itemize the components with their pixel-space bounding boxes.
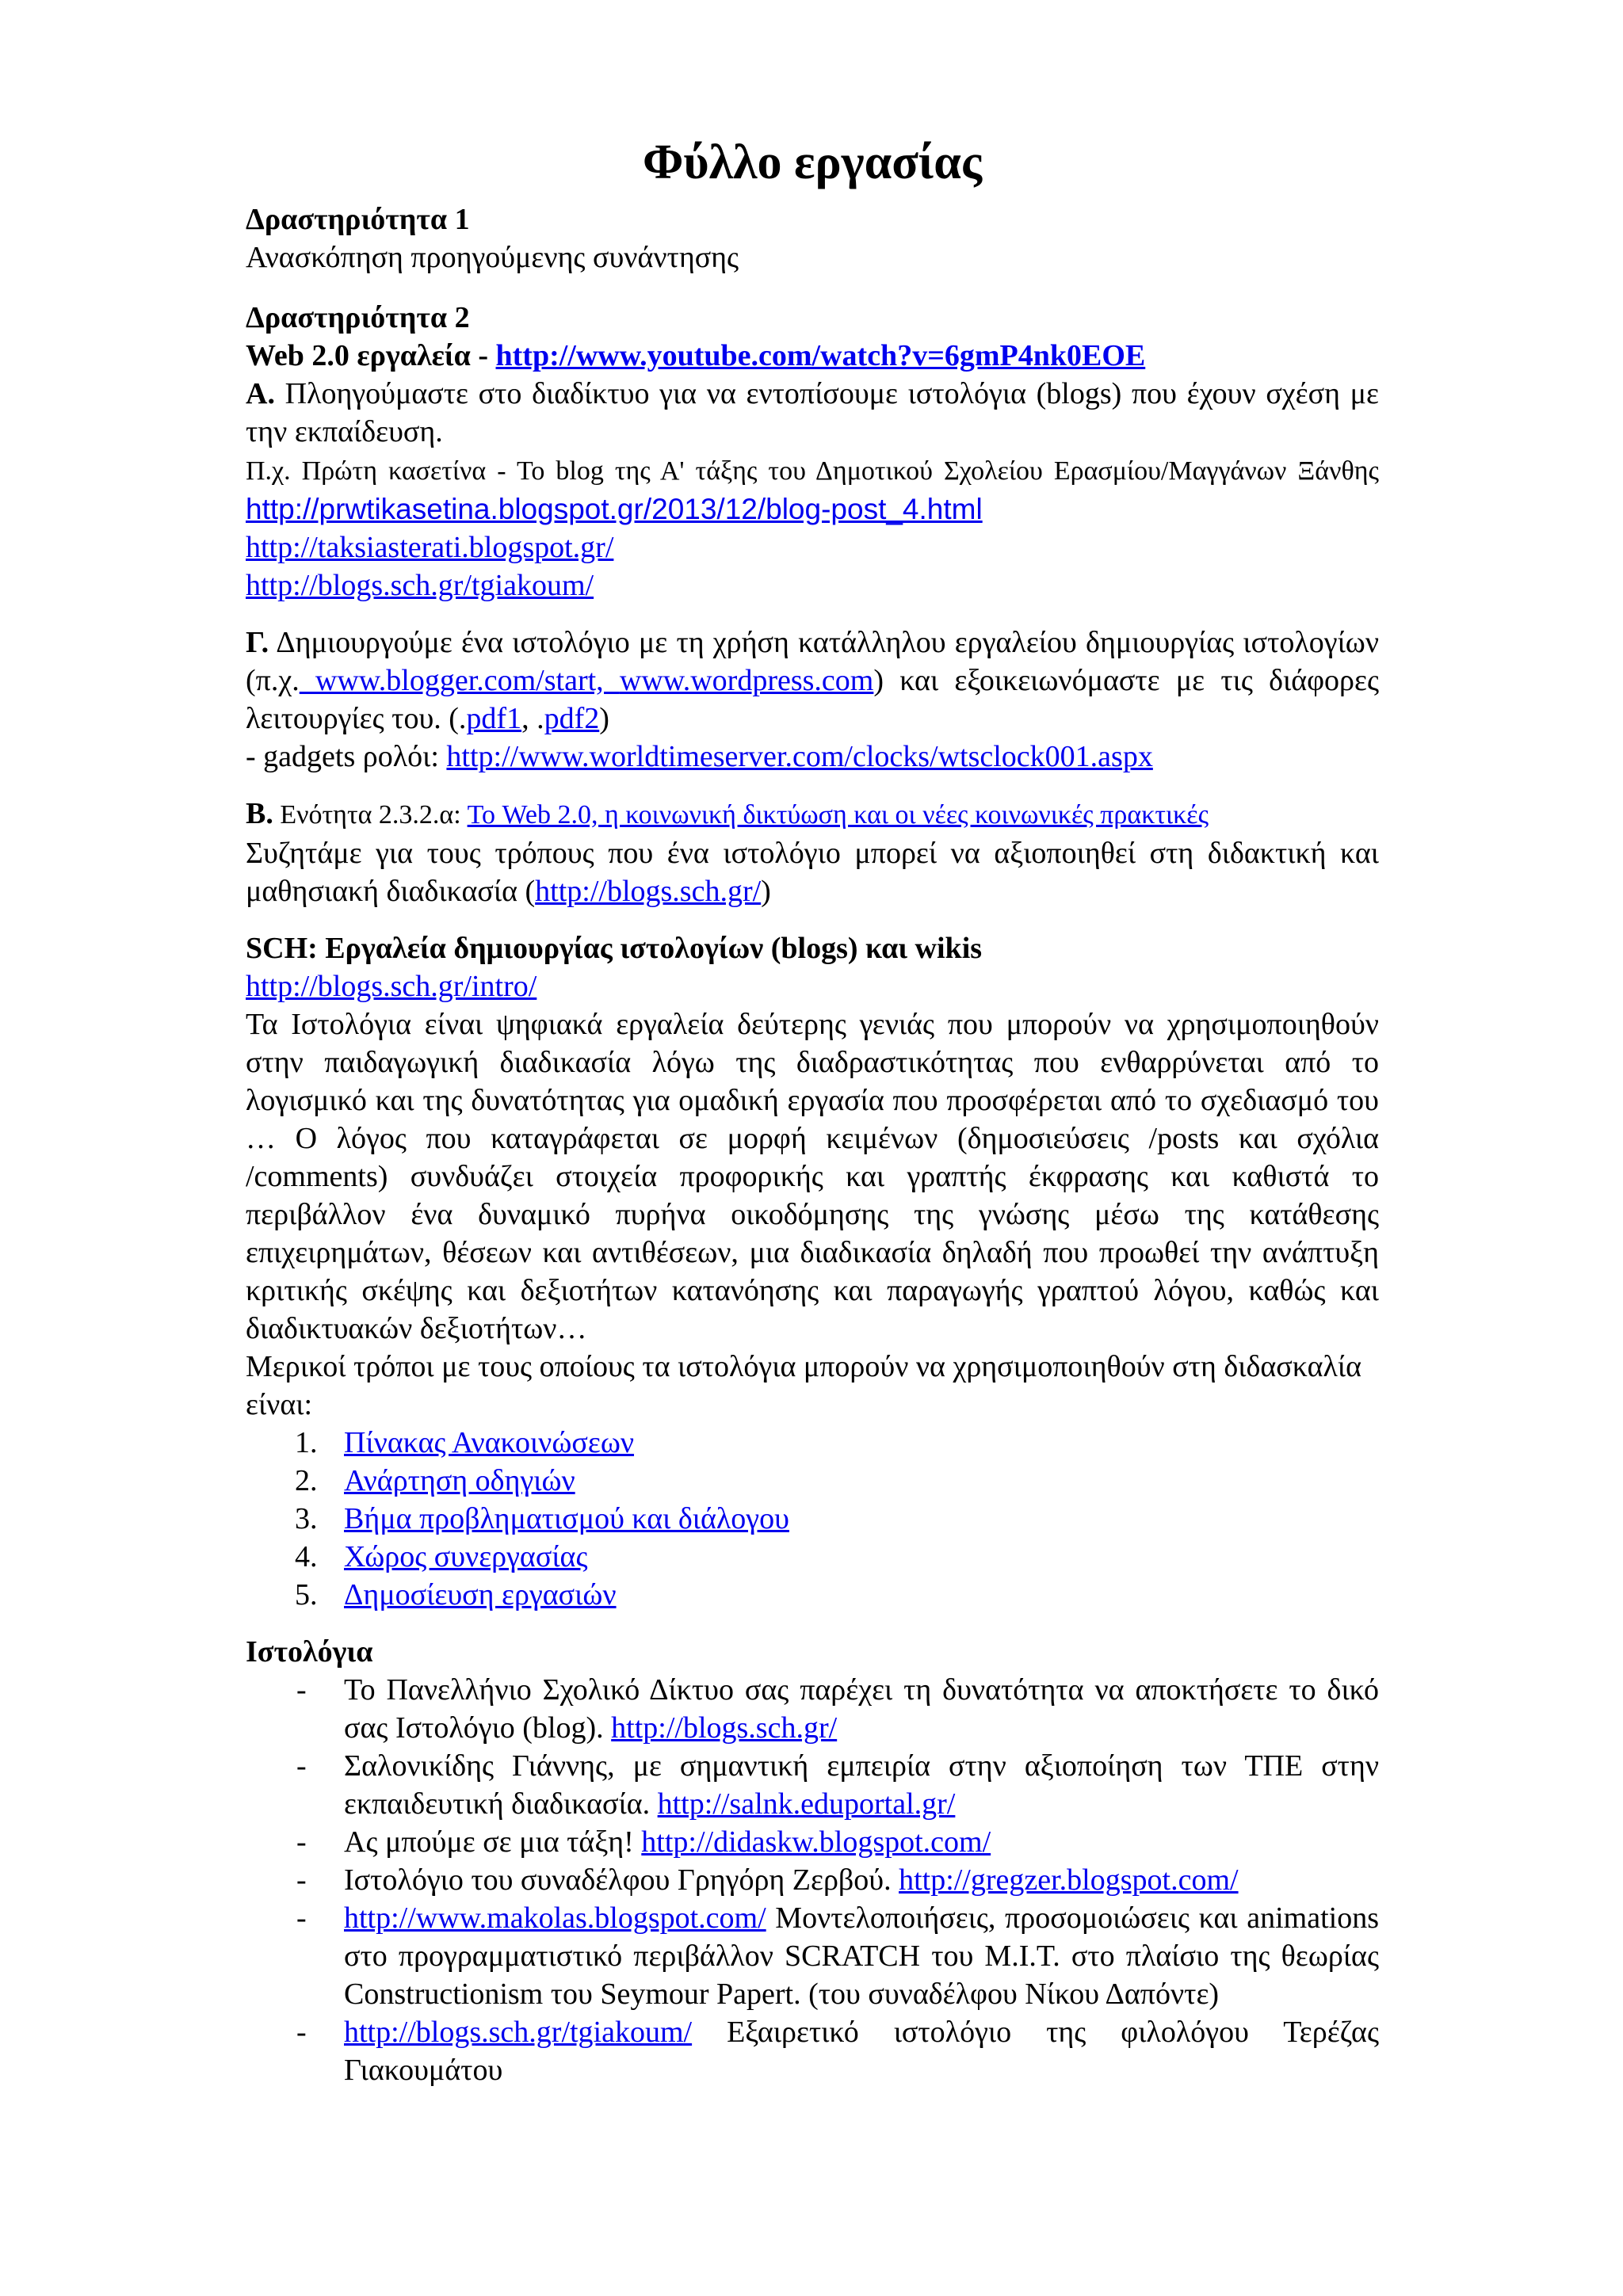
section-b-line <box>246 795 1379 834</box>
section-b-text: Ενότητα 2.3.2.α: <box>273 800 468 830</box>
way-link-announcements[interactable]: Πίνακας Ανακοινώσεων <box>344 1426 635 1459</box>
list-item: 5. Δημοσίευση εργασιών <box>295 1578 617 1611</box>
section-g-text1: Δημιουργούμε ένα ιστολόγιο με τη χρήση κατάλληλου εργαλείου δημιουργίας ιστολογίων (π.χ. <box>246 626 1379 697</box>
pdf1-link[interactable]: pdf1 <box>466 702 522 735</box>
section-b-discussion: Συζητάμε για τους τρόπους που ένα ιστολόγιο μπορεί να αξιοποιηθεί στη διδακτική και μαθησιακή διαδικασία (http://blogs.sch.gr/) <box>246 837 1379 908</box>
section-g-label: Γ. <box>246 626 269 659</box>
section-a-label: Α. <box>246 377 275 410</box>
list-item: - Ας μπούμε σε μια τάξη! http://didaskw.blogspot.com/ <box>296 1825 991 1859</box>
web20-line <box>246 337 1379 375</box>
ways-intro: Μερικοί τρόποι με τους οποίους τα ιστολόγια μπορούν να χρησιμοποιηθούν στη διδασκαλία είναι: <box>246 1350 1362 1421</box>
list-item: 3. Βήμα προβληματισμού και διάλογου <box>295 1502 789 1535</box>
list-item: - Ιστολόγιο του συναδέλφου Γρηγόρη Ζερβού. http://gregzer.blogspot.com/ <box>296 1863 1239 1897</box>
taksiasterati-link[interactable]: http://taksiasterati.blogspot.gr/ <box>246 531 614 564</box>
way-link-dialogue[interactable]: Βήμα προβληματισμού και διάλογου <box>344 1502 789 1535</box>
sch-paragraph: Τα Ιστολόγια είναι ψηφιακά εργαλεία δεύτερης γενιάς που μπορούν να χρησιμοποιηθούν στην παιδαγωγική διαδικασία λόγω της διαδραστικότητας που ενθαρρύνεται από το λογισμικό και της δυνατότητας για ομαδική εργασία που προσφέρεται από το σχεδιασμό του … Ο λόγος που καταγράφεται σε μορφή κειμένων (δημοσιεύσεις /posts και σχόλια /comments) συνδυάζει στοιχεία προφορικής και γραπτής έκφρασης και καθιστά το περιβάλλον ένα δυναμικό πυρήνα οικοδόμησης της γνώσης μέσω της κατάθεσης επιχειρημάτων, θέσεων και αντιθέσεων, μια διαδικασία δηλαδή που προωθεί την ανάπτυξη κριτικής σκέψης και δεξιοτήτων κατανόησης και παραγωγής γραπτού λόγου, καθώς και διαδικτυακών δεξιοτήτων… <box>246 1008 1379 1345</box>
section-g-text2: ) και εξοικειωνόμαστε με τις διάφορες λειτουργίες του. (. <box>246 664 1380 735</box>
list-item: - http://www.makolas.blogspot.com/ Μοντελοποιήσεις, προσομοιώσεις και animations στο προγραμματιστικό περιβάλλον SCRATCH του M.I.T. στο πλαίσιο της θεωρίας Constructionism του Seymour Papert. (του συναδέλφου Νίκου Δαπόντε) <box>296 1901 1379 2011</box>
list-item: - Σαλονικίδης Γιάννης, με σημαντική εμπειρία στην αξιοποίηση των ΤΠΕ στην εκπαιδευτική διαδικασία. http://salnk.eduportal.gr/ <box>296 1749 1379 1821</box>
blogs-list <box>246 1671 1379 2089</box>
way-link-collaboration[interactable]: Χώρος συνεργασίας <box>344 1540 588 1573</box>
blog-link-makolas[interactable]: http://www.makolas.blogspot.com/ <box>344 1901 766 1935</box>
sch-heading: SCH: Εργαλεία δημιουργίας ιστολογίων (blogs) και wikis <box>246 932 983 965</box>
worldtimeserver-link[interactable]: http://www.worldtimeserver.com/clocks/wtsclock001.aspx <box>446 740 1153 773</box>
gadgets-line <box>246 738 1379 776</box>
activity-2-heading: Δραστηριότητα 2 <box>246 301 470 334</box>
list-item: 2. Ανάρτηση οδηγιών <box>295 1464 575 1497</box>
section-b-label: Β. <box>246 797 273 830</box>
sch-intro-link[interactable]: http://blogs.sch.gr/intro/ <box>246 970 537 1003</box>
example-prefix: Π.χ. Πρώτη κασετίνα - Το blog της Α' τάξης του Δημοτικού Σχολείου Ερασμίου/Μαγγάνων Ξάνθης <box>246 456 1379 486</box>
web20-social-link[interactable]: Το Web 2.0, η κοινωνική δικτύωση και οι νέες κοινωνικές πρακτικές <box>467 800 1209 830</box>
youtube-link[interactable]: http://www.youtube.com/watch?v=6gmP4nk0EOE <box>495 339 1146 372</box>
wordpress-link[interactable]: www.wordpress.com <box>619 664 874 697</box>
ways-list <box>246 1424 1379 1614</box>
pdf2-link[interactable]: pdf2 <box>544 702 600 735</box>
prwtikasetina-link[interactable]: http://prwtikasetina.blogspot.gr/2013/12/blog-post_4.html <box>246 493 983 525</box>
blogs-heading: Ιστολόγια <box>246 1635 373 1669</box>
gadgets-prefix: - gadgets ρολόι: <box>246 740 447 773</box>
list-item: 1. Πίνακας Ανακοινώσεων <box>295 1426 635 1459</box>
section-a-text: Πλοηγούμαστε στο διαδίκτυο για να εντοπίσουμε ιστολόγια (blogs) που έχουν σχέση με την εκπαίδευση. <box>246 377 1379 448</box>
web20-label: Web 2.0 εργαλεία - <box>246 339 496 372</box>
blog-link-didaskw[interactable]: http://didaskw.blogspot.com/ <box>641 1825 991 1859</box>
page-title: Φύλλο εργασίας <box>643 135 982 189</box>
way-link-publishing[interactable]: Δημοσίευση εργασιών <box>344 1578 617 1611</box>
blog-link-sch[interactable]: http://blogs.sch.gr/ <box>611 1711 838 1745</box>
way-link-instructions[interactable]: Ανάρτηση οδηγιών <box>344 1464 575 1497</box>
list-item: - Το Πανελλήνιο Σχολικό Δίκτυο σας παρέχει τη δυνατότητα να αποκτήσετε το δικό σας Ιστολόγιο (blog). http://blogs.sch.gr/ <box>296 1673 1379 1745</box>
document-content <box>246 131 1379 2089</box>
section-a-example <box>246 451 1379 528</box>
activity-1-heading: Δραστηριότητα 1 <box>246 203 470 236</box>
activity-1-text: Ανασκόπηση προηγούμενης συνάντησης <box>246 241 739 274</box>
list-item: - http://blogs.sch.gr/tgiakoum/ Εξαιρετικό ιστολόγιο της φιλολόγου Τερέζας Γιακουμάτου <box>296 2016 1379 2087</box>
blog-link-gregzer[interactable]: http://gregzer.blogspot.com/ <box>899 1863 1239 1897</box>
list-item: 4. Χώρος συνεργασίας <box>295 1540 588 1573</box>
blog-link-tgiakoum[interactable]: http://blogs.sch.gr/tgiakoum/ <box>344 2016 693 2049</box>
section-a-paragraph <box>246 375 1379 451</box>
blogger-link[interactable]: www.blogger.com/start, <box>299 664 620 697</box>
blog-link-salnk[interactable]: http://salnk.eduportal.gr/ <box>657 1787 956 1821</box>
blogs-sch-link[interactable]: http://blogs.sch.gr/ <box>535 875 762 908</box>
section-g-paragraph: Γ. Δημιουργούμε ένα ιστολόγιο με τη χρήση κατάλληλου εργαλείου δημιουργίας ιστολογίων (π.χ. www.blogger.com/start, www.wordpress.com) και εξοικειωνόμαστε με τις διάφορες λειτουργίες του. (.pdf1, .pdf2) <box>246 626 1380 735</box>
tgiakoum-link-a[interactable]: http://blogs.sch.gr/tgiakoum/ <box>246 569 594 602</box>
